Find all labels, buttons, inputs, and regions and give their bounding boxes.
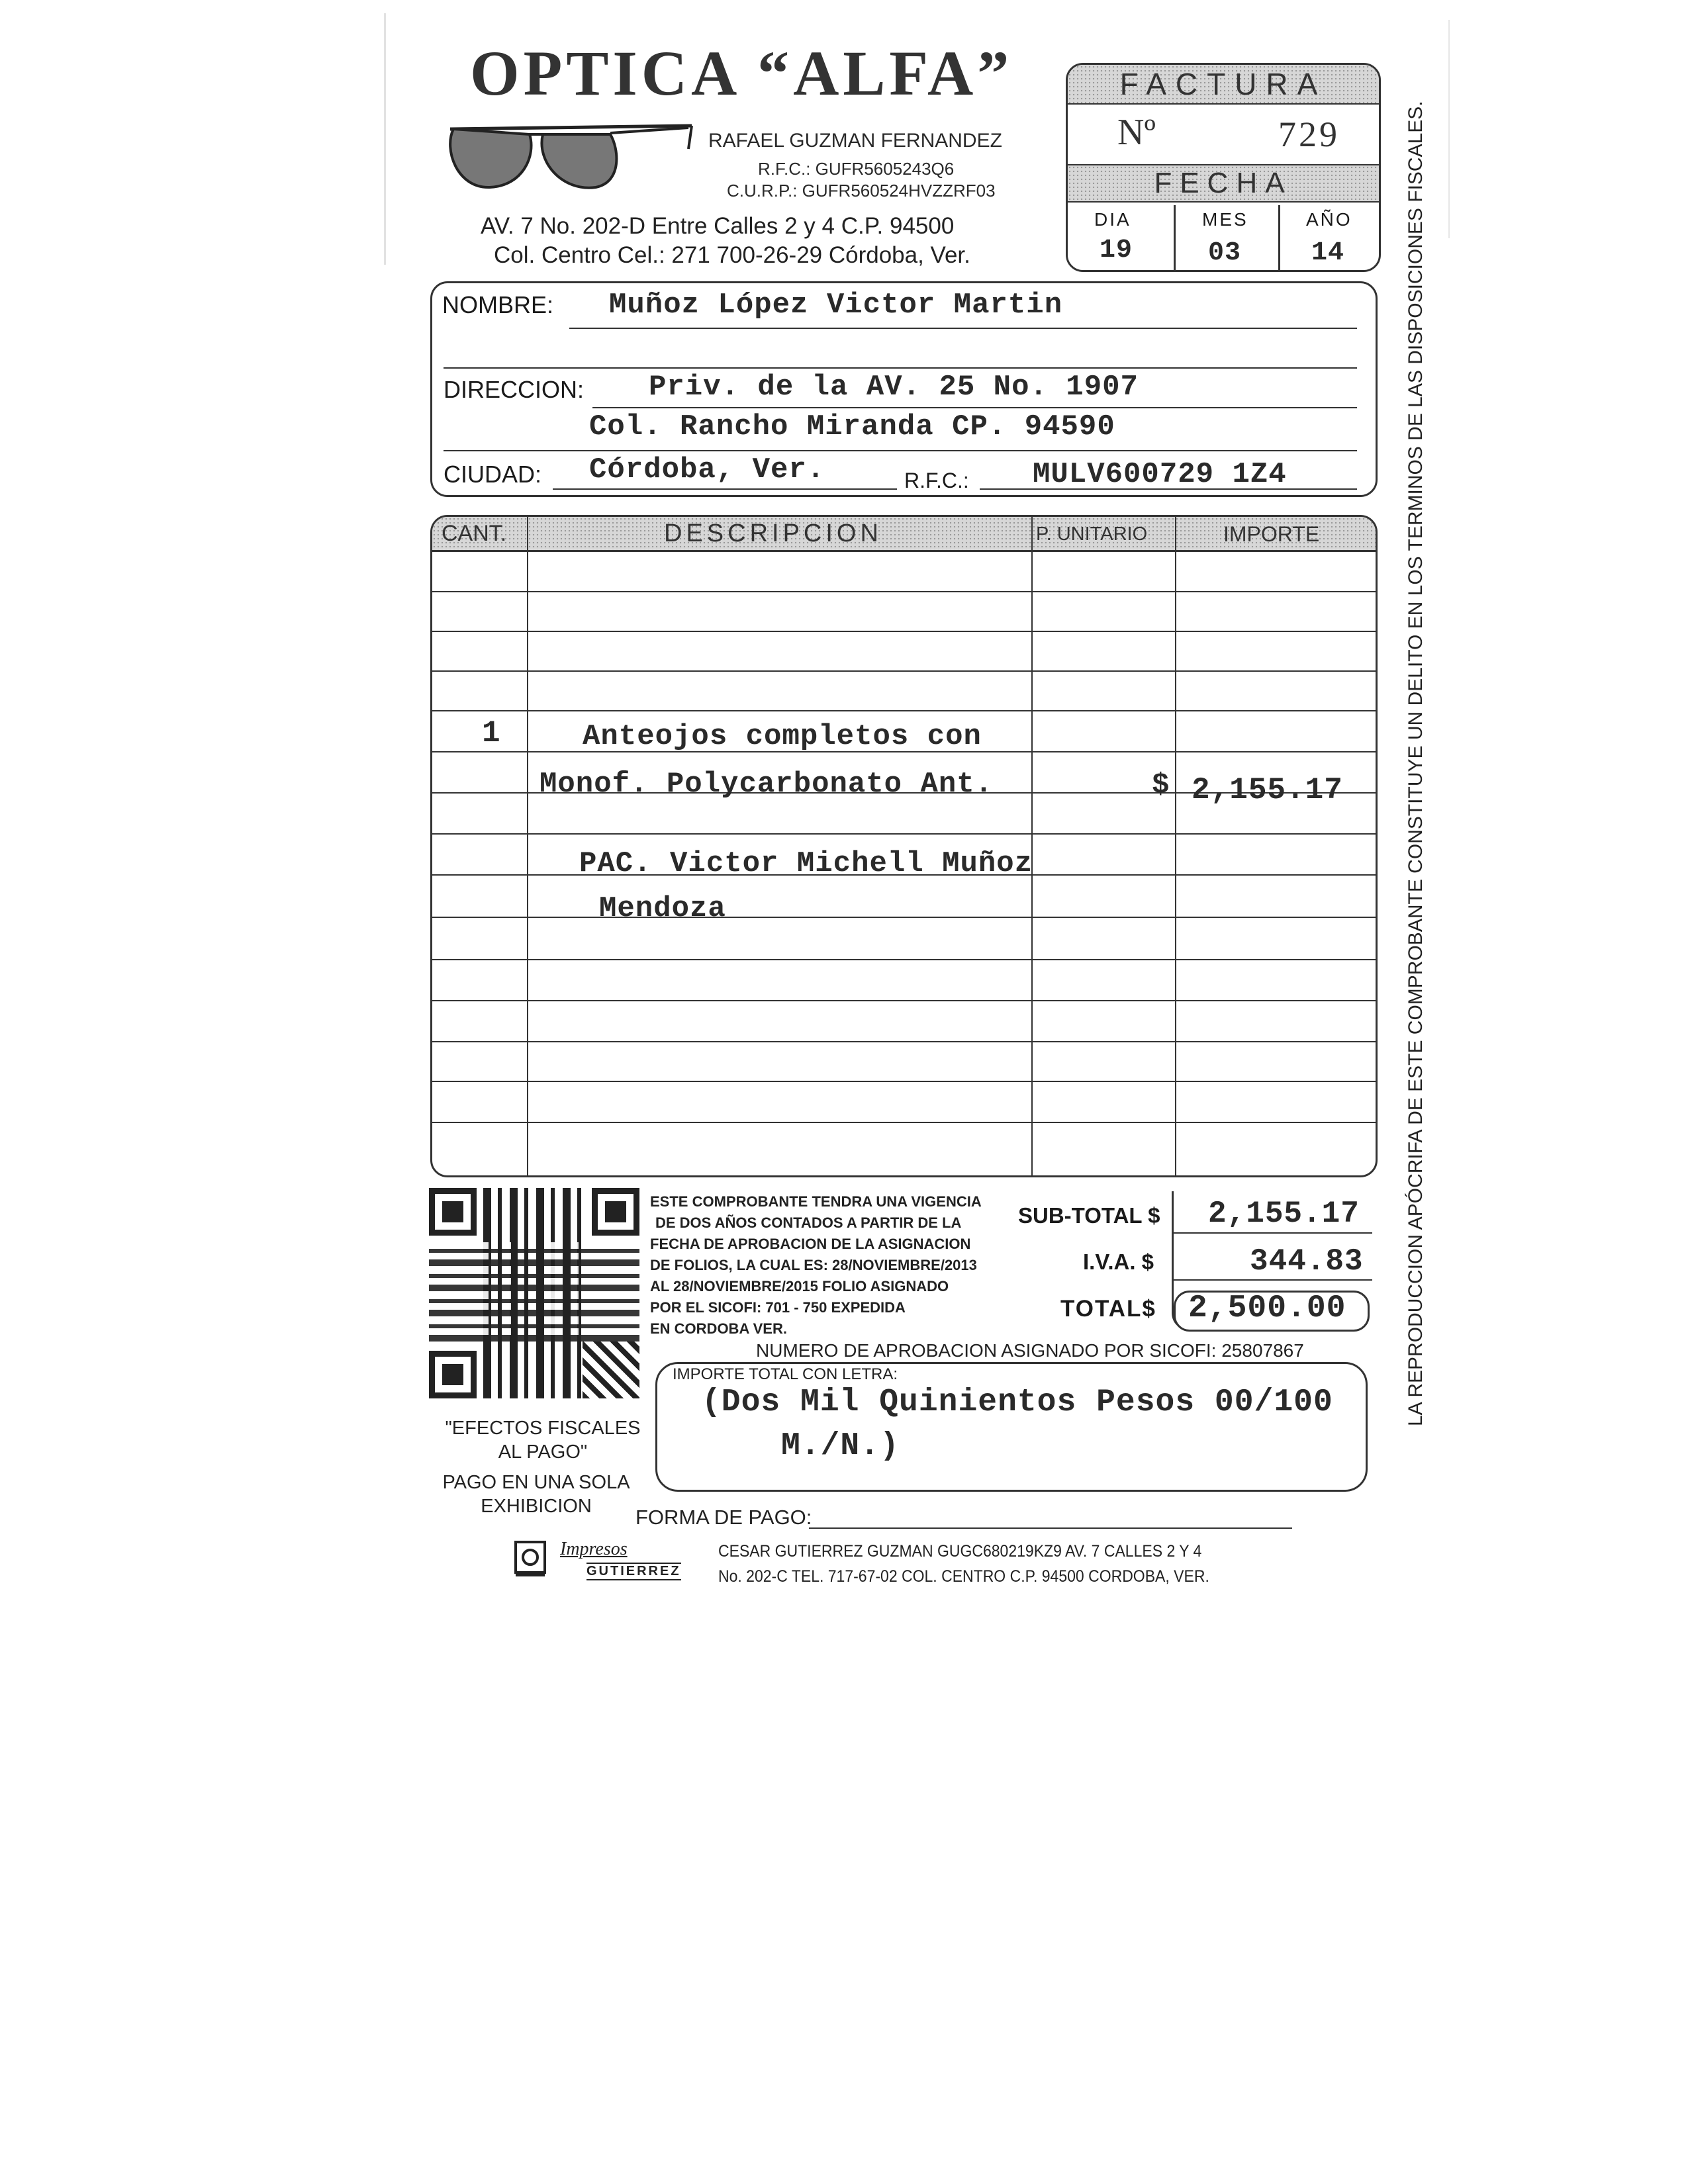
- item-amount: 2,155.17: [1192, 773, 1343, 807]
- item-description-line1: Anteojos completos con: [583, 720, 982, 753]
- day-label: DIA: [1094, 209, 1131, 230]
- single-payment-line1: PAGO EN UNA SOLA: [442, 1472, 630, 1493]
- owner-name: RAFAEL GUZMAN FERNANDEZ: [708, 130, 1002, 152]
- validity-line3: FECHA DE APROBACION DE LA ASIGNACION: [650, 1236, 971, 1252]
- qr-code: [429, 1188, 639, 1398]
- customer-name-label: NOMBRE:: [442, 291, 554, 318]
- single-payment: [430, 1471, 642, 1518]
- amount-in-words-line2: M./N.): [781, 1428, 900, 1464]
- total-label: TOTAL$: [1060, 1296, 1156, 1322]
- scan-edge-left: [384, 13, 386, 265]
- header-description: DESCRIPCION: [664, 520, 882, 547]
- iva-label: I.V.A. $: [1083, 1250, 1154, 1274]
- items-table: [430, 515, 1378, 1177]
- printer-line1: CESAR GUTIERREZ GUZMAN GUGC680219KZ9 AV. 7 CALLES 2 Y 4: [718, 1542, 1202, 1561]
- month-label: MES: [1202, 209, 1248, 230]
- fiscal-effects-line2: AL PAGO": [498, 1441, 588, 1463]
- invoice-number-label: Nº: [1117, 112, 1156, 153]
- fiscal-effects: [437, 1416, 649, 1464]
- customer-city: Córdoba, Ver.: [589, 453, 825, 486]
- factura-title: FACTURA: [1119, 67, 1327, 101]
- invoice-number: 729: [1278, 114, 1340, 154]
- validity-line2: DE DOS AÑOS CONTADOS A PARTIR DE LA: [655, 1214, 962, 1231]
- item-amount-currency: $: [1152, 769, 1170, 802]
- printer-logo-name: GUTIERREZ: [586, 1563, 681, 1580]
- customer-city-label: CIUDAD:: [444, 461, 542, 488]
- glasses-logo-icon: [437, 109, 702, 202]
- iva-value: 344.83: [1250, 1244, 1364, 1279]
- owner-rfc: R.F.C.: GUFR5605243Q6: [758, 159, 955, 179]
- printer-line2: No. 202-C TEL. 717-67-02 COL. CENTRO C.P. 94500 CORDOBA, VER.: [718, 1567, 1209, 1586]
- business-name: OPTICA “ALFA”: [470, 38, 1013, 109]
- year-label: AÑO: [1306, 209, 1352, 230]
- printer-logo-icon: [514, 1540, 547, 1577]
- item-description-line2: Monof. Polycarbonato Ant.: [539, 768, 994, 801]
- header-unit-price: P. UNITARIO: [1036, 523, 1148, 545]
- scan-edge-right: [1448, 20, 1450, 238]
- fecha-title-band: [1068, 164, 1379, 203]
- fiscal-effects-line1: "EFECTOS FISCALES: [445, 1418, 641, 1439]
- customer-rfc: MULV600729 1Z4: [1033, 458, 1287, 491]
- validity-line5: AL 28/NOVIEMBRE/2015 FOLIO ASIGNADO: [650, 1278, 949, 1295]
- business-address-line2: Col. Centro Cel.: 271 700-26-29 Córdoba, Ver.: [494, 242, 970, 268]
- total-value: 2,500.00: [1188, 1291, 1346, 1326]
- side-legend: LA REPRODUCCION APÓCRIFA DE ESTE COMPROBANTE CONSTITUYE UN DELITO EN LOS TERMINOS DE LAS DISPOSICIONES FISCALES.: [1405, 101, 1427, 1426]
- business-address-line1: AV. 7 No. 202-D Entre Calles 2 y 4 C.P. 94500: [481, 213, 955, 239]
- date-month: 03: [1208, 238, 1242, 268]
- item-qty: 1: [482, 716, 501, 751]
- customer-address-line1: Priv. de la AV. 25 No. 1907: [649, 371, 1139, 404]
- printer-logo: [514, 1539, 681, 1581]
- factura-title-band: [1068, 65, 1379, 105]
- header-amount: IMPORTE: [1223, 522, 1320, 546]
- approval-number: NUMERO DE APROBACION ASIGNADO POR SICOFI: 25807867: [756, 1340, 1304, 1361]
- customer-address-line2: Col. Rancho Miranda CP. 94590: [589, 410, 1115, 443]
- printer-logo-script: Impresos: [560, 1539, 628, 1559]
- patient-line1: PAC. Victor Michell Muñoz: [579, 847, 1033, 880]
- validity-line7: EN CORDOBA VER.: [650, 1320, 787, 1337]
- single-payment-line2: EXHIBICION: [481, 1496, 592, 1517]
- payment-form-label: FORMA DE PAGO:: [635, 1506, 812, 1529]
- amount-in-words-label: IMPORTE TOTAL CON LETRA:: [670, 1365, 900, 1384]
- owner-curp: C.U.R.P.: GUFR560524HVZZRF03: [727, 181, 996, 201]
- validity-line1: ESTE COMPROBANTE TENDRA UNA VIGENCIA: [650, 1193, 982, 1210]
- customer-rfc-label: R.F.C.:: [904, 469, 969, 492]
- subtotal-label: SUB-TOTAL $: [1018, 1203, 1160, 1228]
- amount-in-words-line1: (Dos Mil Quinientos Pesos 00/100: [702, 1385, 1333, 1420]
- header-qty: CANT.: [442, 521, 507, 546]
- fecha-title: FECHA: [1154, 167, 1293, 199]
- subtotal-value: 2,155.17: [1208, 1197, 1360, 1231]
- validity-line6: POR EL SICOFI: 701 - 750 EXPEDIDA: [650, 1299, 906, 1316]
- patient-line2: Mendoza: [599, 892, 726, 925]
- invoice-box: [1066, 63, 1381, 272]
- customer-name: Muñoz López Victor Martin: [609, 289, 1063, 322]
- validity-notice: [650, 1191, 982, 1340]
- date-year: 14: [1311, 238, 1345, 268]
- date-day: 19: [1100, 236, 1133, 265]
- customer-address-label: DIRECCION:: [444, 376, 585, 403]
- validity-line4: DE FOLIOS, LA CUAL ES: 28/NOVIEMBRE/2013: [650, 1257, 977, 1273]
